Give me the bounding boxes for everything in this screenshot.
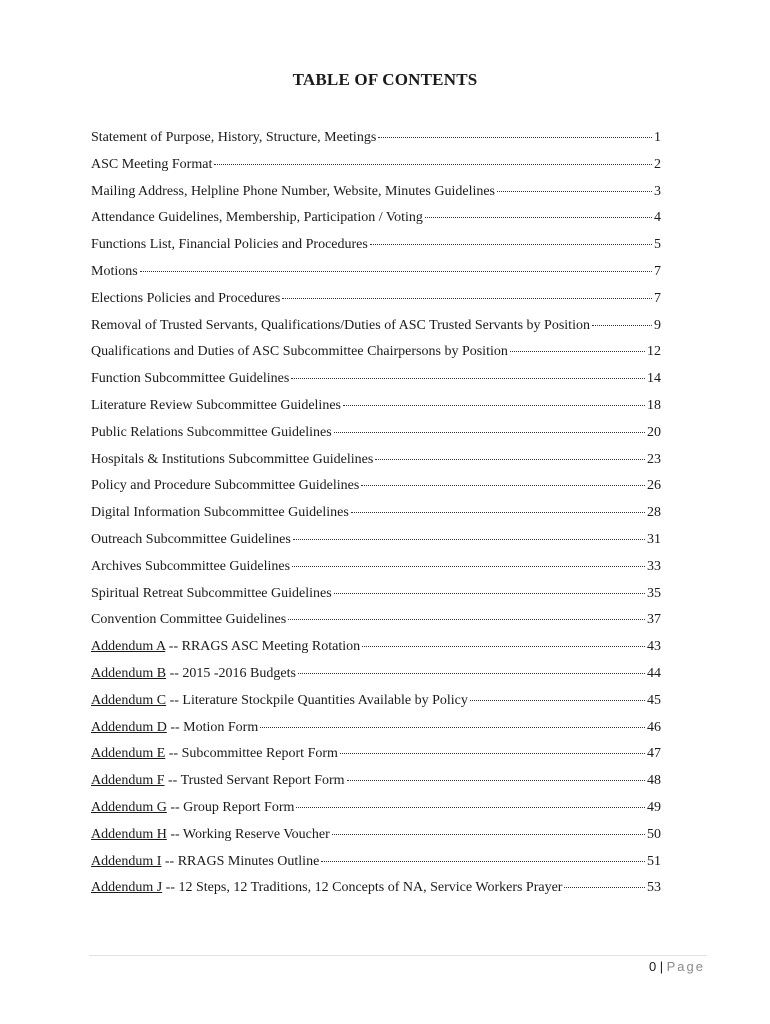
addendum-link[interactable]: Addendum A <box>91 639 166 655</box>
toc-entry[interactable] <box>91 607 661 634</box>
toc-list <box>91 125 661 902</box>
addendum-link[interactable]: Addendum J <box>91 880 163 896</box>
toc-page-number: 4 <box>654 210 661 226</box>
page-footer <box>649 959 705 974</box>
toc-entry-text: Attendance Guidelines, Membership, Participation / Voting <box>91 210 423 226</box>
dot-leader <box>361 485 645 486</box>
addendum-title: -- Group Report Form <box>166 799 295 815</box>
toc-entry-text: Elections Policies and Procedures <box>91 290 281 306</box>
toc-entry-text: Hospitals & Institutions Subcommittee Guidelines <box>91 451 374 467</box>
toc-title: TABLE OF CONTENTS <box>292 70 478 89</box>
dot-leader <box>296 807 645 808</box>
toc-entry-text: Public Relations Subcommittee Guidelines <box>91 424 332 440</box>
toc-entry-text: Qualifications and Duties of ASC Subcommittee Chairpersons by Position <box>91 344 508 360</box>
footer-page-number: 0 <box>649 959 657 974</box>
toc-entry-text <box>91 741 338 768</box>
toc-entry[interactable] <box>91 554 661 581</box>
addendum-link[interactable]: Addendum D <box>91 719 167 735</box>
toc-page-number: 46 <box>647 719 661 735</box>
dot-leader <box>343 405 645 406</box>
toc-page-number: 33 <box>647 558 661 574</box>
dot-leader <box>510 351 645 352</box>
toc-page-number: 45 <box>647 692 661 708</box>
toc-page-number: 18 <box>647 397 661 413</box>
toc-entry-text: Removal of Trusted Servants, Qualifications/Duties of ASC Trusted Servants by Position <box>91 317 590 333</box>
addendum-title: -- Subcommittee Report Form <box>165 746 338 762</box>
toc-page-number: 5 <box>654 237 661 253</box>
toc-entry-text: Motions <box>91 263 138 279</box>
dot-leader <box>140 271 652 272</box>
toc-page-number: 23 <box>647 451 661 467</box>
toc-entry-text <box>91 715 258 742</box>
addendum-title: -- 2015 -2016 Budgets <box>166 665 296 681</box>
dot-leader <box>564 887 645 888</box>
toc-entry-text: Literature Review Subcommittee Guidelines <box>91 397 341 413</box>
toc-entry[interactable] <box>91 339 661 366</box>
dot-leader <box>425 217 652 218</box>
toc-entry-text <box>91 795 294 822</box>
toc-addendum-entry[interactable] <box>91 741 661 768</box>
addendum-title: -- Working Reserve Voucher <box>166 826 330 842</box>
toc-addendum-entry[interactable] <box>91 688 661 715</box>
toc-addendum-entry[interactable] <box>91 768 661 795</box>
dot-leader <box>362 646 645 647</box>
toc-page-number: 14 <box>647 371 661 387</box>
dot-leader <box>288 619 645 620</box>
toc-page-number: 49 <box>647 799 661 815</box>
toc-page-number: 51 <box>647 853 661 869</box>
footer-page-word: Page <box>666 959 705 974</box>
addendum-link[interactable]: Addendum H <box>91 826 167 842</box>
toc-entry-text <box>91 768 345 795</box>
toc-entry-text <box>91 661 296 688</box>
dot-leader <box>470 700 645 701</box>
dot-leader <box>298 673 645 674</box>
addendum-link[interactable]: Addendum B <box>91 665 167 681</box>
toc-entry-text: Spiritual Retreat Subcommittee Guidelines <box>91 585 332 601</box>
dot-leader <box>334 593 645 594</box>
toc-addendum-entry[interactable] <box>91 822 661 849</box>
toc-entry-text <box>91 875 562 902</box>
dot-leader <box>260 727 645 728</box>
toc-entry[interactable] <box>91 500 661 527</box>
toc-page-number: 37 <box>647 612 661 628</box>
toc-entry[interactable] <box>91 393 661 420</box>
toc-page-number: 31 <box>647 531 661 547</box>
toc-entry-text: Statement of Purpose, History, Structure, Meetings <box>91 130 377 145</box>
toc-addendum-entry[interactable] <box>91 634 661 661</box>
toc-entry[interactable] <box>91 152 661 179</box>
dot-leader <box>334 432 645 433</box>
dot-leader <box>321 861 645 862</box>
addendum-title: -- RRAGS Minutes Outline <box>161 853 320 869</box>
toc-entry[interactable] <box>91 420 661 447</box>
toc-entry[interactable] <box>91 527 661 554</box>
toc-entry[interactable] <box>91 125 661 152</box>
addendum-link[interactable]: Addendum E <box>91 746 166 762</box>
toc-entry-text <box>91 688 468 715</box>
toc-entry-text: Digital Information Subcommittee Guidelines <box>91 505 349 521</box>
addendum-link[interactable]: Addendum F <box>91 773 165 789</box>
toc-entry[interactable] <box>91 205 661 232</box>
dot-leader <box>370 244 652 245</box>
toc-page-number: 3 <box>654 183 661 199</box>
toc-entry-text <box>91 822 330 849</box>
dot-leader <box>347 780 645 781</box>
toc-addendum-entry[interactable] <box>91 715 661 742</box>
toc-entry-text: Mailing Address, Helpline Phone Number, Website, Minutes Guidelines <box>91 183 496 199</box>
addendum-link[interactable]: Addendum C <box>91 692 167 708</box>
toc-entry-text: Policy and Procedure Subcommittee Guidelines <box>91 478 360 494</box>
toc-addendum-entry[interactable] <box>91 795 661 822</box>
toc-page-number: 7 <box>654 290 661 306</box>
addendum-link[interactable]: Addendum G <box>91 799 167 815</box>
toc-page-number: 53 <box>647 880 661 896</box>
dot-leader <box>340 753 645 754</box>
toc-page-number: 48 <box>647 773 661 789</box>
toc-entry-text: Archives Subcommittee Guidelines <box>91 558 291 574</box>
toc-page-number: 7 <box>654 263 661 279</box>
toc-entry-text: Function Subcommittee Guidelines <box>91 371 290 387</box>
toc-page-number: 50 <box>647 826 661 842</box>
toc-entry-text: Outreach Subcommittee Guidelines <box>91 531 291 547</box>
toc-page-number: 44 <box>647 665 661 681</box>
toc-page-number: 35 <box>647 585 661 601</box>
toc-entry[interactable] <box>91 447 661 474</box>
toc-entry-text <box>91 634 360 661</box>
dot-leader <box>332 834 645 835</box>
addendum-title: -- Literature Stockpile Quantities Available by Policy <box>166 692 468 708</box>
dot-leader <box>378 137 652 138</box>
addendum-title: -- RRAGS ASC Meeting Rotation <box>165 639 361 655</box>
toc-page-number: 2 <box>654 156 661 172</box>
addendum-title: -- Motion Form <box>166 719 259 735</box>
toc-entry-text <box>91 849 319 876</box>
toc-page-number: 1 <box>654 130 661 145</box>
dot-leader <box>592 325 652 326</box>
toc-page-number: 26 <box>647 478 661 494</box>
toc-entry-text: ASC Meeting Format <box>91 156 213 172</box>
addendum-link[interactable]: Addendum I <box>91 853 162 869</box>
toc-addendum-entry[interactable] <box>91 849 661 876</box>
toc-entry[interactable] <box>91 313 661 340</box>
toc-entry-text: Convention Committee Guidelines <box>91 612 287 628</box>
dot-leader <box>214 164 652 165</box>
dot-leader <box>375 459 645 460</box>
toc-entry[interactable] <box>91 179 661 206</box>
footer-separator: | <box>659 959 664 974</box>
toc-entry[interactable] <box>91 259 661 286</box>
dot-leader <box>497 191 652 192</box>
toc-entry[interactable] <box>91 232 661 259</box>
toc-page-number: 20 <box>647 424 661 440</box>
dot-leader <box>292 566 645 567</box>
toc-page-number: 43 <box>647 639 661 655</box>
toc-addendum-entry[interactable] <box>91 875 661 902</box>
toc-entry-text: Functions List, Financial Policies and Procedures <box>91 237 368 253</box>
dot-leader <box>282 298 652 299</box>
footer-divider <box>89 955 707 956</box>
toc-page-number: 47 <box>647 746 661 762</box>
dot-leader <box>351 512 645 513</box>
toc-entry[interactable] <box>91 286 661 313</box>
toc-page-number: 9 <box>654 317 661 333</box>
addendum-title: -- Trusted Servant Report Form <box>164 773 345 789</box>
dot-leader <box>293 539 645 540</box>
toc-entry[interactable] <box>91 581 661 608</box>
toc-entry[interactable] <box>91 473 661 500</box>
toc-page-number: 12 <box>647 344 661 360</box>
toc-addendum-entry[interactable] <box>91 661 661 688</box>
toc-entry[interactable] <box>91 366 661 393</box>
toc-page-number: 28 <box>647 505 661 521</box>
dot-leader <box>291 378 645 379</box>
addendum-title: -- 12 Steps, 12 Traditions, 12 Concepts of NA, Service Workers Prayer <box>162 880 563 896</box>
